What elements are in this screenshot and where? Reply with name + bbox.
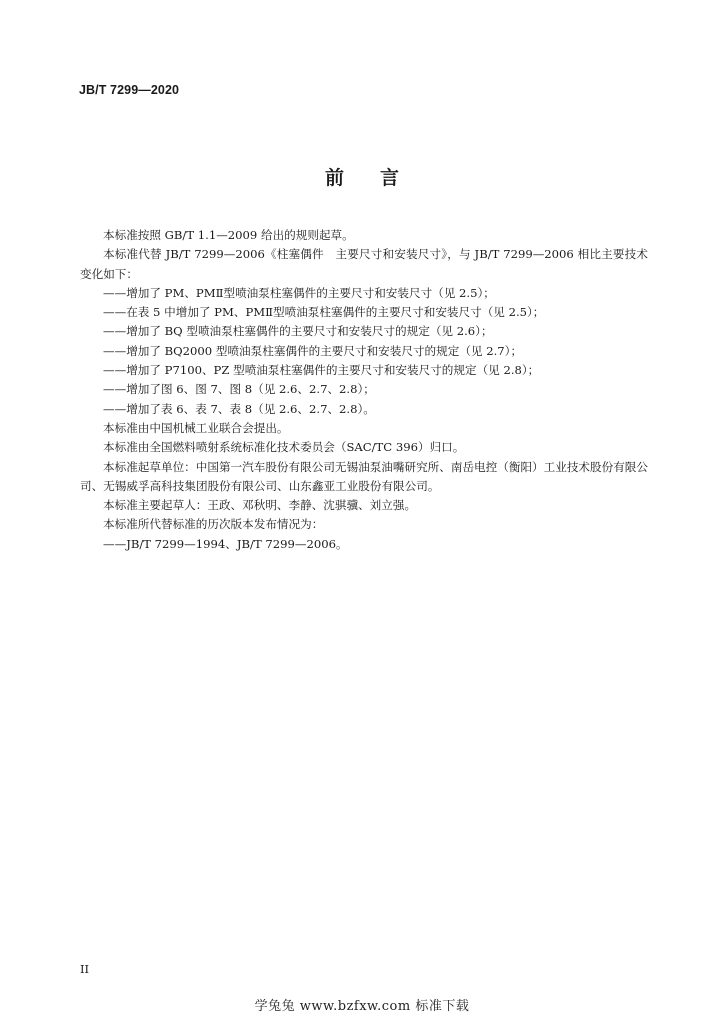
change-item: ——增加了表 6、表 7、表 8（见 2.6、2.7、2.8）。 (103, 401, 375, 416)
page-title: 前言 (324, 167, 435, 189)
paragraph-proposed-by: 本标准由中国机械工业联合会提出。 (103, 420, 289, 435)
paragraph-drafting-units: 本标准起草单位：中国第一汽车股份有限公司无锡油泵油嘴研究所、南岳电控（衡阳）工业技术股份有限公司、无锡威孚高科技集团股份有限公司、山东鑫亚工业股份有限公司。 (80, 459, 648, 493)
paragraph-centralized-by: 本标准由全国燃料喷射系统标准化技术委员会（SAC/TC 396）归口。 (103, 440, 465, 455)
page-number: II (80, 962, 90, 976)
paragraph-drafting-rules: 本标准按照 GB/T 1.1—2009 给出的规则起草。 (103, 228, 354, 242)
change-item: ——增加了 BQ 型喷油泵柱塞偶件的主要尺寸和安装尺寸的规定（见 2.6）； (103, 324, 493, 339)
change-item: ——增加了 BQ2000 型喷油泵柱塞偶件的主要尺寸和安装尺寸的规定（见 2.7）； (103, 343, 523, 358)
watermark-text: 学兔兔 www.bzfxw.com 标准下载 (254, 999, 470, 1014)
foreword-body (80, 226, 648, 554)
paragraph-replaces: 本标准代替 JB/T 7299—2006《柱塞偶件 主要尺寸和安装尺寸》，与 JB/T 7299—2006 相比主要技术变化如下： (80, 247, 648, 281)
change-item: ——在表 5 中增加了 PM、PMⅡ型喷油泵柱塞偶件的主要尺寸和安装尺寸（见 2.5）； (103, 305, 545, 320)
change-item: ——增加了图 6、图 7、图 8（见 2.6、2.7、2.8）； (103, 382, 375, 397)
paragraph-history-intro: 本标准所代替标准的历次版本发布情况为： (103, 517, 324, 532)
change-item: ——增加了 PM、PMⅡ型喷油泵柱塞偶件的主要尺寸和安装尺寸（见 2.5）； (103, 285, 495, 300)
paragraph-history-versions: ——JB/T 7299—1994、JB/T 7299—2006。 (103, 536, 348, 551)
paragraph-drafters: 本标准主要起草人：王政、邓秋明、李静、沈骐骥、刘立强。 (103, 498, 417, 513)
standard-code: JB/T 7299—2020 (79, 83, 180, 97)
change-item: ——增加了 P7100、PZ 型喷油泵柱塞偶件的主要尺寸和安装尺寸的规定（见 2.8）； (103, 363, 540, 378)
